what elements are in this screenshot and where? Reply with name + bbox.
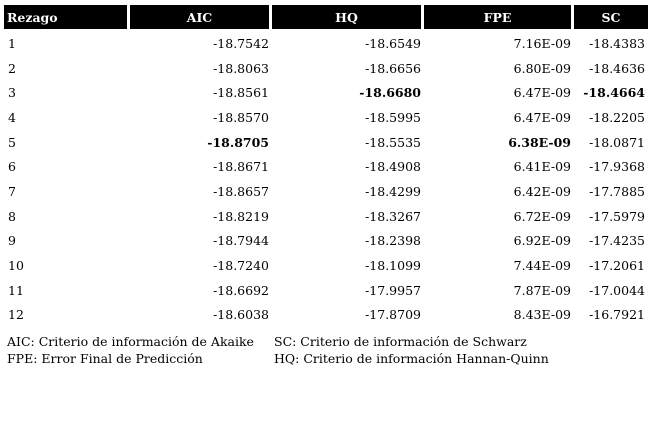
table-row xyxy=(4,130,648,155)
table-row xyxy=(4,303,648,328)
cell-aic: -18.8671 xyxy=(213,159,269,175)
cell-hq: -18.3267 xyxy=(365,208,421,224)
cell-lag: 2 xyxy=(8,60,16,76)
cell-lag: 4 xyxy=(8,109,16,125)
header-fpe: FPE xyxy=(424,5,574,29)
cell-lag: 7 xyxy=(8,183,16,199)
cell-fpe: 6.80E-09 xyxy=(513,60,571,76)
table-row xyxy=(4,29,648,56)
table-row xyxy=(4,80,648,105)
cell-fpe: 7.87E-09 xyxy=(513,282,571,298)
cell-hq: -18.2398 xyxy=(365,233,421,249)
cell-aic: -18.6692 xyxy=(213,282,269,298)
cell-aic: -18.8219 xyxy=(213,208,269,224)
cell-sc: -17.0044 xyxy=(589,282,645,298)
cell-aic: -18.8570 xyxy=(213,109,269,125)
cell-lag: 3 xyxy=(8,85,16,101)
header-aic: AIC xyxy=(130,5,272,29)
cell-sc: -17.2061 xyxy=(589,258,645,274)
table-notes xyxy=(7,333,549,367)
cell-hq: -18.6680 xyxy=(359,85,421,101)
cell-aic: -18.8657 xyxy=(213,183,269,199)
cell-sc: -18.4636 xyxy=(589,60,645,76)
table-row xyxy=(4,105,648,130)
table-row xyxy=(4,278,648,303)
cell-hq: -18.5995 xyxy=(365,109,421,125)
cell-fpe: 6.92E-09 xyxy=(513,233,571,249)
cell-aic: -18.7240 xyxy=(213,258,269,274)
cell-hq: -18.4299 xyxy=(365,183,421,199)
cell-fpe: 6.42E-09 xyxy=(513,183,571,199)
cell-lag: 8 xyxy=(8,208,16,224)
lag-selection-table-container xyxy=(4,5,648,327)
cell-fpe: 6.47E-09 xyxy=(513,85,571,101)
cell-aic: -18.8063 xyxy=(213,60,269,76)
note-fpe: FPE: Error Final de Predicción xyxy=(7,351,203,366)
cell-sc: -17.9368 xyxy=(589,159,645,175)
lag-selection-table xyxy=(4,5,648,327)
cell-fpe: 6.72E-09 xyxy=(513,208,571,224)
cell-hq: -18.5535 xyxy=(365,134,421,150)
cell-fpe: 6.41E-09 xyxy=(513,159,571,175)
header-hq: HQ xyxy=(272,5,424,29)
note-sc: SC: Criterio de información de Schwarz xyxy=(274,334,527,349)
cell-aic: -18.8561 xyxy=(213,85,269,101)
note-aic: AIC: Criterio de información de Akaike xyxy=(7,334,254,349)
cell-aic: -18.8705 xyxy=(207,134,269,150)
cell-sc: -18.4383 xyxy=(589,35,645,51)
header-rezago: Rezago xyxy=(4,5,130,29)
cell-hq: -18.4908 xyxy=(365,159,421,175)
table-body xyxy=(4,29,648,327)
cell-lag: 6 xyxy=(8,159,16,175)
cell-fpe: 6.38E-09 xyxy=(508,134,571,150)
cell-aic: -18.7542 xyxy=(213,35,269,51)
table-row xyxy=(4,204,648,229)
cell-hq: -18.6656 xyxy=(365,60,421,76)
cell-hq: -17.9957 xyxy=(365,282,421,298)
cell-hq: -18.6549 xyxy=(365,35,421,51)
cell-sc: -17.5979 xyxy=(589,208,645,224)
cell-sc: -17.4235 xyxy=(589,233,645,249)
cell-sc: -16.7921 xyxy=(589,307,645,323)
cell-sc: -17.7885 xyxy=(589,183,645,199)
notes-row-2 xyxy=(7,350,549,367)
cell-fpe: 6.47E-09 xyxy=(513,109,571,125)
cell-sc: -18.2205 xyxy=(589,109,645,125)
cell-lag: 1 xyxy=(8,35,16,51)
header-sc: SC xyxy=(574,5,648,29)
note-hq: HQ: Criterio de información Hannan-Quinn xyxy=(274,351,549,366)
cell-sc: -18.0871 xyxy=(589,134,645,150)
table-header-row xyxy=(4,5,648,29)
table-row xyxy=(4,56,648,81)
cell-lag: 9 xyxy=(8,233,16,249)
cell-lag: 5 xyxy=(8,134,16,150)
cell-sc: -18.4664 xyxy=(583,85,645,101)
table-row xyxy=(4,154,648,179)
table-row xyxy=(4,229,648,254)
cell-lag: 12 xyxy=(8,307,24,323)
cell-fpe: 7.44E-09 xyxy=(513,258,571,274)
cell-fpe: 8.43E-09 xyxy=(513,307,571,323)
cell-aic: -18.7944 xyxy=(213,233,269,249)
cell-fpe: 7.16E-09 xyxy=(513,35,571,51)
cell-lag: 10 xyxy=(8,258,24,274)
cell-aic: -18.6038 xyxy=(213,307,269,323)
table-row xyxy=(4,253,648,278)
cell-lag: 11 xyxy=(8,282,24,298)
cell-hq: -17.8709 xyxy=(365,307,421,323)
notes-row-1 xyxy=(7,333,549,350)
cell-hq: -18.1099 xyxy=(365,258,421,274)
table-row xyxy=(4,179,648,204)
